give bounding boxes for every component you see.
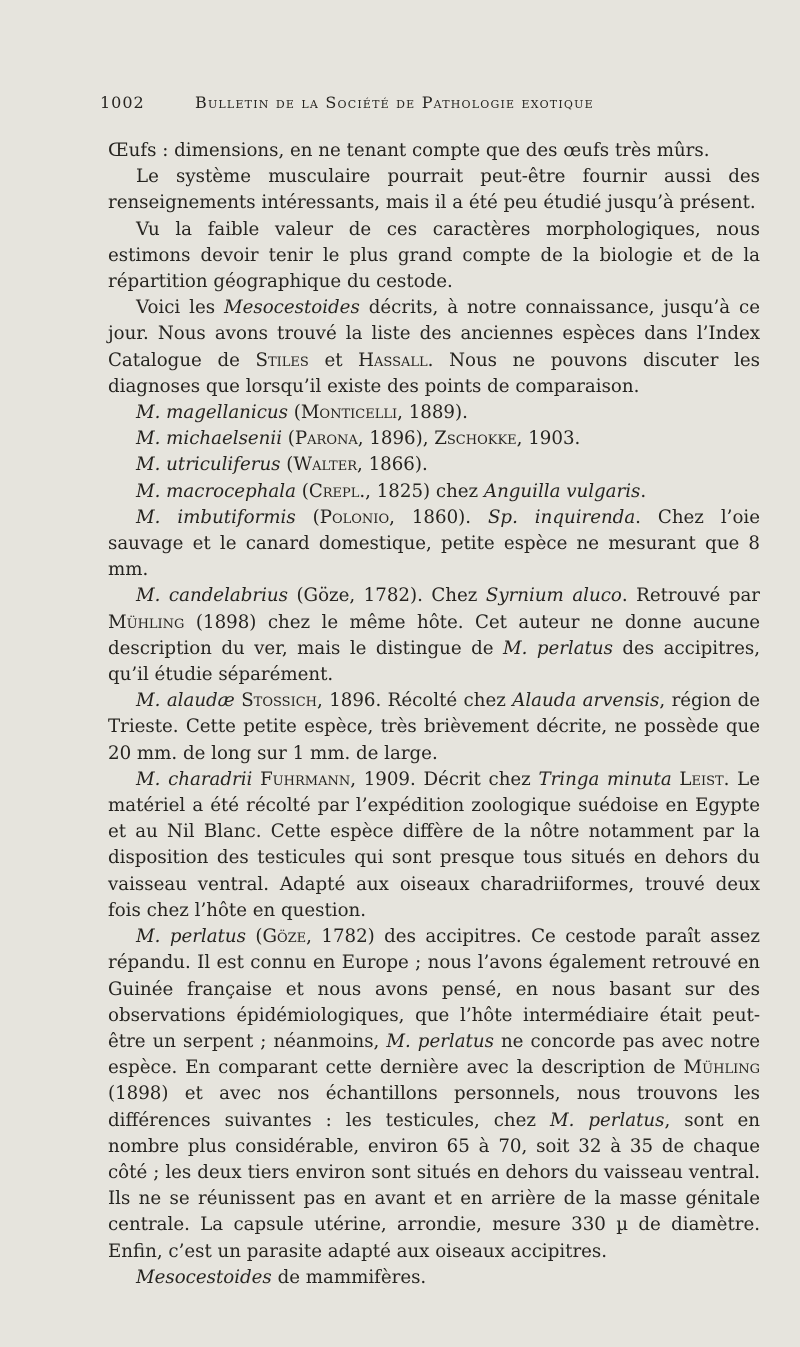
text-segment: Mühling	[683, 1057, 760, 1079]
text-segment: M. candelabrius	[136, 585, 288, 607]
text-segment: Stiles	[255, 349, 309, 371]
text-segment: Voici les	[136, 297, 225, 319]
text-segment: Mesocestoides	[136, 1266, 272, 1288]
text-segment: M. imbutiformis	[136, 506, 296, 528]
text-segment: Walter	[293, 454, 357, 476]
text-segment: , 1825) chez	[365, 480, 484, 502]
text-segment: Zschokke	[434, 428, 517, 450]
text-segment: de mammifères.	[271, 1266, 427, 1288]
text-segment: Sp. inquirenda	[487, 506, 636, 528]
text-segment: M. perlatus	[549, 1109, 665, 1131]
para-oeufs	[108, 138, 760, 164]
text-segment: Göze	[262, 926, 307, 948]
text-segment: , 1909. Décrit chez	[350, 768, 539, 790]
text-segment: Le système musculaire pourrait peut-être fournir aussi des renseignements intéressants, mais il a été peu étudié jusqu’à présent.	[108, 166, 760, 214]
text-segment: . Chez l’oie sauvage et le canard domestique, petite espèce ne mesurant que 8 mm.	[108, 506, 760, 581]
entry-macrocephala	[108, 479, 760, 505]
entry-perlatus	[108, 924, 760, 1265]
text-segment: (	[282, 428, 295, 450]
journal-title: Bulletin de la Société de Pathologie exotique	[195, 93, 594, 112]
para-systeme-musculaire	[108, 164, 760, 216]
entry-alaudae	[108, 688, 760, 767]
text-segment: et	[308, 349, 359, 371]
text-segment: (	[287, 402, 301, 424]
text-segment: , 1860).	[389, 506, 488, 528]
text-segment: M. perlatus	[136, 926, 246, 948]
text-segment: . Nous ne pouvons discuter les diagnoses que lorsqu’il existe des points de comparaison.	[108, 349, 761, 397]
text-segment: .	[640, 480, 647, 502]
text-segment: Tringa minuta	[538, 768, 672, 790]
text-segment: . Le matériel a été récolté par l’expédition zoologique suédoise en Egypte et au Nil Blanc. Cette espèce diffère de la nôtre notamment par la disposition des testicules qui sont presque tous situés en dehors du vaisseau ventral. Adapté aux oiseaux charadriiformes, trouvé deux fois chez l’hôte en question.	[108, 768, 760, 921]
text-segment	[252, 769, 260, 790]
text-segment: Parona	[294, 428, 358, 450]
text-segment: M. magellanicus	[136, 402, 288, 424]
entry-imbutiformis	[108, 505, 760, 584]
text-segment: Anguilla vulgaris	[483, 480, 641, 502]
text-segment: , 1896. Récolté chez	[317, 690, 513, 712]
para-voici	[108, 295, 760, 400]
text-segment: M. perlatus	[502, 637, 613, 659]
entry-candelabrius	[108, 583, 760, 688]
para-faible-valeur	[108, 217, 760, 296]
text-segment: (	[280, 454, 294, 476]
text-segment: M. macrocephala	[136, 480, 296, 502]
text-segment: (	[295, 506, 320, 528]
page-number: 1002	[100, 93, 145, 112]
text-segment: , 1866).	[357, 454, 428, 476]
text-segment: (	[245, 926, 263, 948]
text-segment: . Retrouvé par	[621, 585, 760, 607]
text-segment: , 1889).	[397, 402, 468, 424]
entry-magellanicus	[108, 400, 760, 426]
text-segment: Crepl.	[308, 480, 366, 502]
text-segment: Syrnium aluco	[485, 585, 622, 607]
text-segment: , 1896),	[357, 428, 435, 450]
text-segment: (	[295, 480, 309, 502]
entry-charadrii	[108, 767, 760, 924]
text-segment: Fuhrmann	[260, 768, 351, 790]
text-segment: (Göze, 1782). Chez	[287, 585, 486, 607]
text-segment: Polonio	[319, 506, 390, 528]
text-segment: M. alaudæ	[136, 690, 235, 712]
text-segment: Alauda arvensis	[512, 690, 660, 712]
running-header	[100, 93, 660, 112]
entry-utriculiferus	[108, 452, 760, 478]
text-segment: Mühling	[108, 611, 185, 633]
text-segment: Leist	[679, 768, 724, 790]
text-segment: , 1903.	[516, 428, 581, 450]
text-segment: Vu la faible valeur de ces caractères morphologiques, nous estimons devoir tenir le plus grand compte de la biologie et de la répartition géographique du cestode.	[108, 218, 760, 293]
text-segment: , 1782) des accipitres. Ce cestode paraît assez répandu. Il est connu en Europe ; nous l’avons également retrouvé en Guinée française et nous avons pensé, en nous basant sur des observations épidémiologiques, que l’hôte intermédiaire était peut-être un serpent ; néanmoins,	[108, 926, 760, 1052]
text-segment: M. utriculiferus	[136, 454, 281, 476]
text-segment: , sont en nombre plus considérable, environ 65 à 70, soit 32 à 35 de chaque côté ; les deux tiers environ sont situés en dehors du vaisseau ventral. Ils ne se réunissent pas en avant et en arrière de la masse génitale centrale. La capsule utérine, arrondie, mesure 330 µ de diamètre. Enfin, c’est un parasite adapté aux oiseaux accipitres.	[108, 1109, 760, 1262]
text-segment: décrits, à notre connaissance, jusqu’à ce jour. Nous avons trouvé la liste des anciennes espèces dans l’Index Catalogue de	[108, 297, 760, 371]
text-segment: Mesocestoides	[224, 297, 360, 319]
entry-michaelsenii	[108, 426, 760, 452]
text-segment: Monticelli	[300, 402, 398, 424]
text-segment: (1898) chez le même hôte. Cet auteur ne donne aucune description du ver, mais le distingue de	[108, 611, 760, 659]
text-segment: ne concorde pas avec notre espèce. En comparant cette dernière avec la description de	[108, 1030, 760, 1079]
body-text	[108, 138, 760, 1291]
text-segment: (1898) et avec nos échantillons personnels, nous trouvons les différences suivantes : les testicules, chez	[108, 1083, 760, 1131]
text-segment: Stossich	[241, 690, 317, 712]
text-segment: M. perlatus	[386, 1030, 494, 1052]
text-segment: Hassall	[358, 349, 428, 371]
text-segment: M. michaelsenii	[136, 428, 283, 450]
section-mammiferes	[108, 1265, 760, 1291]
text-segment: M. charadrii	[136, 768, 253, 790]
text-segment: des accipitres, qu’il étudie séparément.	[108, 637, 760, 686]
text-segment: Œufs : dimensions, en ne tenant compte que des œufs très mûrs.	[108, 140, 710, 161]
text-segment: , région de Trieste. Cette petite espèce, très brièvement décrite, ne possède que 20 mm. de long sur 1 mm. de large.	[108, 690, 760, 764]
